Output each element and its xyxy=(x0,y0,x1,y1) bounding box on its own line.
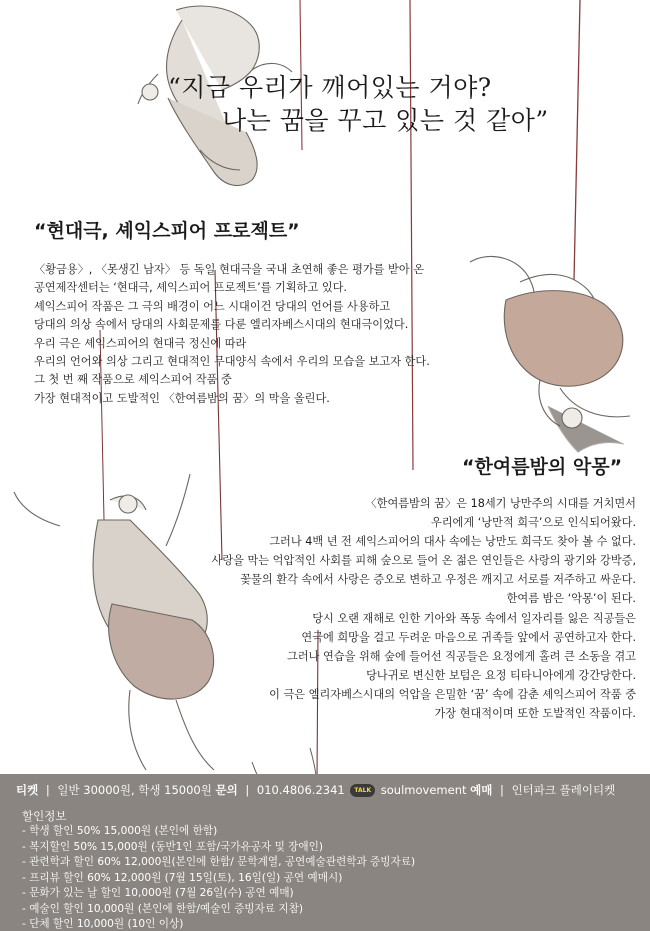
paragraph-line: 이 극은 엘리자베스시대의 억압을 은밀한 ‘꿈’ 속에 감춘 셰익스피어 작품 중 xyxy=(269,687,636,701)
paragraph-line: 사랑을 막는 억압적인 사회를 피해 숲으로 들어 온 젊은 연인들은 사랑의 광기와 강박증, xyxy=(211,554,636,568)
paragraph-line: 우리의 언어와 의상 그리고 현대적인 무대양식 속에서 우리의 모습을 보고자 한다. xyxy=(34,355,430,369)
paragraph-line: 〈한여름밤의 꿈〉은 18세기 낭만주의 시대를 거치면서 xyxy=(365,497,636,510)
paragraph-line: 연극에 희망을 걸고 두려운 마음으로 귀족들 앞에서 공연하고자 한다. xyxy=(301,630,636,644)
headline-line-1: “지금 우리가 깨어있는 거야? xyxy=(168,73,492,102)
paragraph-line: 당시 오랜 재해로 인한 기아와 폭동 속에서 일자리를 잃은 직공들은 xyxy=(312,611,636,625)
paragraph-line: 가장 현대적이고 도발적인 〈한여름밤의 꿈〉의 막을 올린다. xyxy=(34,391,330,405)
kakao-talk-icon: TALK xyxy=(350,784,375,797)
paragraph-line: 꽃물의 환각 속에서 사랑은 증오로 변하고 우정은 깨지고 서로를 저주하고 싸운다. xyxy=(240,573,636,587)
kakao-id[interactable]: soulmovement xyxy=(380,783,467,797)
inquiry-label: 문의 xyxy=(215,783,238,797)
discount-item: - 관련학과 할인 60% 12,000원(본인에 한함/ 문학계열, 공연예술관련학과 증빙자료) xyxy=(22,856,416,868)
discount-title: 할인정보 xyxy=(22,809,67,823)
paragraph-line: 〈황금용〉, 〈못생긴 남자〉 등 독일 현대극을 국내 초연해 좋은 평가를 받아 온 xyxy=(34,263,425,276)
headline-line-2: 나는 꿈을 꾸고 있는 것 같아” xyxy=(222,106,549,135)
discount-item: - 프리뷰 할인 60% 12,000원 (7월 15일(토), 16일(일) 공연 예매시) xyxy=(22,871,343,884)
discount-item: - 복지할인 50% 15,000원 (동반1인 포함/국가유공자 및 장애인) xyxy=(22,840,324,853)
paragraph-line: 가장 현대적이며 또한 도발적인 작품이다. xyxy=(434,707,636,721)
ticket-line xyxy=(16,782,615,798)
inquiry-phone[interactable]: 010.4806.2341 xyxy=(256,783,345,797)
paragraph-line: 그러나 4백 년 전 셰익스피어의 대사 속에는 낭만도 희극도 찾아 볼 수 없다. xyxy=(269,535,636,549)
paragraph-line: 우리에게 ‘낭만적 희극’으로 인식되어왔다. xyxy=(430,516,636,530)
paragraph-line: 셰익스피어 작품은 그 극의 배경이 어느 시대이건 당대의 언어를 사용하고 xyxy=(34,299,391,313)
rope-line xyxy=(574,0,580,280)
discount-list xyxy=(22,824,415,931)
discount-item: - 단체 할인 10,000원 (10인 이상) xyxy=(22,918,184,930)
booking-label: 예매 xyxy=(470,783,493,797)
discount-item: - 예술인 할인 10,000원 (본인에 한함/예술인 증빙자료 지참) xyxy=(22,902,303,915)
paragraph-line: 그 첫 번 째 작품으로 셰익스피어 작품 중 xyxy=(34,373,232,387)
separator: | xyxy=(45,783,50,797)
paragraph-line: 당대의 의상 속에서 당대의 사회문제를 다룬 엘리자베스시대의 현대극이었다. xyxy=(34,318,409,332)
separator: | xyxy=(245,783,250,797)
discount-item: - 학생 할인 50% 15,000원 (본인에 한함) xyxy=(22,825,218,837)
paragraph-line: 한여름 밤은 ‘악몽’이 된다. xyxy=(506,592,636,606)
section1-title: “현대극, 셰익스피어 프로젝트” xyxy=(34,220,300,242)
separator: | xyxy=(500,783,504,797)
paragraph-line: 우리 극은 셰익스피어의 현대극 정신에 따라 xyxy=(34,336,247,350)
paragraph-line: 그러나 연습을 위해 숲에 들어선 직공들은 요정에게 홀려 큰 소동을 겪고 xyxy=(287,649,636,663)
booking-site[interactable]: 인터파크 플레이티켓 xyxy=(511,783,616,797)
ticket-label: 티켓 xyxy=(16,783,39,797)
section1-body xyxy=(34,261,504,408)
ticket-price: 일반 30000원, 학생 15000원 xyxy=(57,783,212,797)
paragraph-line: 당나귀로 변신한 보텀은 요정 티타니아에게 강간당한다. xyxy=(366,668,636,682)
section2-body xyxy=(136,494,636,723)
paragraph-line: 공연제작센터는 ‘현대극, 셰익스피어 프로젝트’를 기획하고 있다. xyxy=(34,281,347,295)
discount-item: - 문화가 있는 날 할인 10,000원 (7월 26일(수) 공연 예매) xyxy=(22,887,294,899)
info-panel xyxy=(0,774,650,931)
section2-title: “한여름밤의 악몽” xyxy=(462,456,623,478)
